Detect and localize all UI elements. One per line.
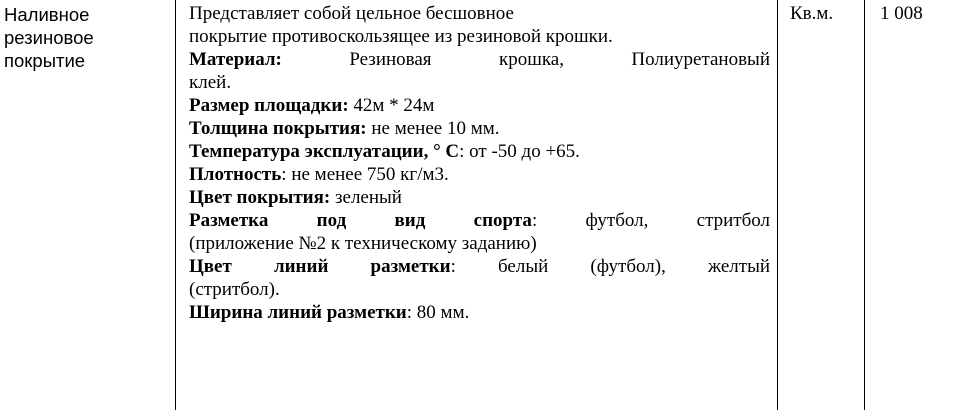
unit-value: Кв.м. (790, 3, 834, 24)
temperature-line (189, 140, 770, 163)
marking-line (189, 209, 770, 232)
quantity-value: 1 008 (880, 3, 923, 24)
density-value: : не менее 750 кг/м3. (281, 164, 449, 185)
size-label: Размер площадки: (189, 95, 349, 116)
color-line (189, 186, 770, 209)
material-line-cont: клей. (189, 72, 232, 93)
thickness-line (189, 117, 770, 140)
line-color-line-cont: (стритбол). (189, 279, 280, 300)
color-label: Цвет покрытия: (189, 187, 331, 208)
thickness-label: Толщина покрытия: (189, 118, 367, 139)
line-color-line (189, 255, 770, 278)
line-color-label: Цвет линий разметки (189, 256, 451, 277)
item-name-cell (4, 3, 169, 72)
line-width-line (189, 301, 770, 324)
material-line (189, 48, 770, 71)
item-description-cell (189, 2, 770, 324)
quantity-cell (880, 2, 952, 25)
item-name-line: покрытие (4, 50, 86, 71)
marking-label: Разметка под вид спорта (189, 210, 532, 231)
temperature-label: Температура эксплуатации, ° С (189, 141, 460, 162)
density-line (189, 163, 770, 186)
column-divider (175, 0, 176, 410)
marking-value: : футбол, стритбол (531, 210, 771, 231)
description-line: покрытие противоскользящее из резиновой крошки. (189, 26, 613, 47)
line-width-label: Ширина линий разметки (189, 302, 407, 323)
density-label: Плотность (189, 164, 282, 185)
material-value: Резиновая крошка, Полиуретановый (349, 49, 770, 70)
size-line (189, 94, 770, 117)
color-value: зеленый (335, 187, 402, 208)
marking-line-cont: (приложение №2 к техническому заданию) (189, 233, 537, 254)
line-width-value: : 80 мм. (406, 302, 470, 323)
temperature-value: : от -50 до +65. (459, 141, 580, 162)
description-line: Представляет собой цельное бесшовное (189, 3, 514, 24)
item-name-line: резиновое (4, 27, 94, 48)
size-value: 42м * 24м (353, 95, 435, 116)
unit-cell (790, 2, 860, 25)
line-color-value: : белый (футбол), желтый (450, 256, 771, 277)
material-label: Материал: (189, 49, 282, 70)
thickness-value: не менее 10 мм. (371, 118, 500, 139)
column-divider (777, 0, 778, 410)
item-name-line: Наливное (4, 4, 90, 25)
column-divider (864, 0, 865, 410)
